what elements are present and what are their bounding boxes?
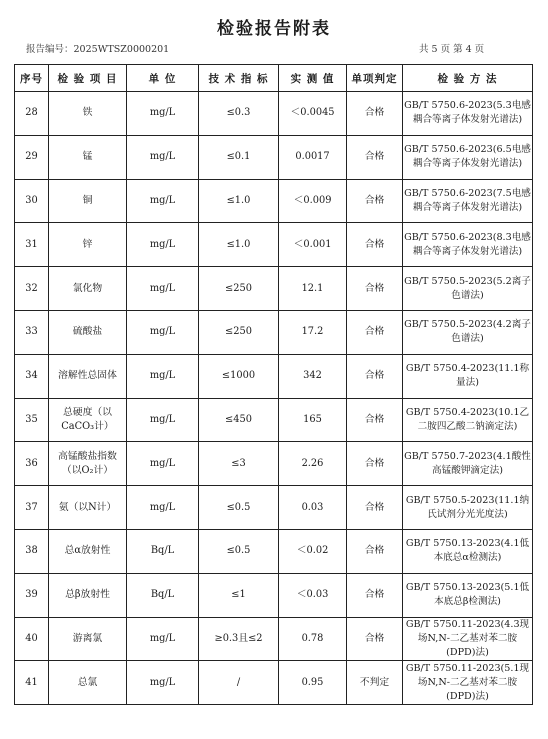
table-row: [15, 529, 533, 573]
header-unit: 单 位: [127, 65, 199, 92]
row-number: 40: [15, 617, 49, 661]
limit: /: [199, 661, 279, 705]
unit: Bq/L: [127, 529, 199, 573]
measured-value: ＜0.0045: [279, 92, 347, 136]
table-row: [15, 617, 533, 661]
results-table: [14, 64, 533, 705]
page-title: 检验报告附表: [217, 19, 331, 39]
judgement: 合格: [347, 617, 403, 661]
table-row: [15, 179, 533, 223]
test-method: GB/T 5750.5-2023(11.1纳氏试剂分光光度法): [403, 486, 533, 530]
judgement: 合格: [347, 529, 403, 573]
limit: ≤250: [199, 267, 279, 311]
item-name: 溶解性总固体: [49, 354, 127, 398]
page-indicator: 共 5 页 第 4 页: [419, 44, 485, 55]
limit: ≤3: [199, 442, 279, 486]
measured-value: 0.78: [279, 617, 347, 661]
table-row: [15, 223, 533, 267]
limit: ≤250: [199, 310, 279, 354]
measured-value: 2.26: [279, 442, 347, 486]
table-row: [15, 267, 533, 311]
judgement: 合格: [347, 486, 403, 530]
row-number: 35: [15, 398, 49, 442]
unit: mg/L: [127, 179, 199, 223]
item-name: 总β放射性: [49, 573, 127, 617]
item-name: 硫酸盐: [49, 310, 127, 354]
header-result: 单项判定: [347, 65, 403, 92]
unit: mg/L: [127, 354, 199, 398]
judgement: 合格: [347, 442, 403, 486]
row-number: 34: [15, 354, 49, 398]
unit: mg/L: [127, 486, 199, 530]
row-number: 39: [15, 573, 49, 617]
header-method: 检 验 方 法: [403, 65, 533, 92]
item-name: 游离氯: [49, 617, 127, 661]
unit: mg/L: [127, 267, 199, 311]
judgement: 合格: [347, 92, 403, 136]
row-number: 30: [15, 179, 49, 223]
row-number: 32: [15, 267, 49, 311]
measured-value: ＜0.001: [279, 223, 347, 267]
row-number: 36: [15, 442, 49, 486]
item-name: 总α放射性: [49, 529, 127, 573]
item-name: 总氯: [49, 661, 127, 705]
table-row: [15, 573, 533, 617]
report-number: [26, 41, 169, 55]
table-row: [15, 354, 533, 398]
test-method: GB/T 5750.11-2023(4.3现场N,N-二乙基对苯二胺(DPD)法): [403, 617, 533, 661]
unit: mg/L: [127, 310, 199, 354]
judgement: 合格: [347, 223, 403, 267]
row-number: 41: [15, 661, 49, 705]
judgement: 合格: [347, 135, 403, 179]
judgement: 不判定: [347, 661, 403, 705]
item-name: 锰: [49, 135, 127, 179]
test-method: GB/T 5750.5-2023(5.2离子色谱法): [403, 267, 533, 311]
limit: ≤0.3: [199, 92, 279, 136]
row-number: 33: [15, 310, 49, 354]
test-method: GB/T 5750.6-2023(7.5电感耦合等离子体发射光谱法): [403, 179, 533, 223]
limit: ≤0.1: [199, 135, 279, 179]
limit: ≤0.5: [199, 486, 279, 530]
measured-value: 17.2: [279, 310, 347, 354]
unit: mg/L: [127, 398, 199, 442]
test-method: GB/T 5750.6-2023(8.3电感耦合等离子体发射光谱法): [403, 223, 533, 267]
test-method: GB/T 5750.4-2023(11.1称量法): [403, 354, 533, 398]
test-method: GB/T 5750.13-2023(4.1低本底总α检测法): [403, 529, 533, 573]
judgement: 合格: [347, 310, 403, 354]
item-name: 氨（以N计）: [49, 486, 127, 530]
limit: ≤0.5: [199, 529, 279, 573]
judgement: 合格: [347, 573, 403, 617]
limit: ≤1: [199, 573, 279, 617]
limit: ≤1.0: [199, 179, 279, 223]
measured-value: 342: [279, 354, 347, 398]
row-number: 29: [15, 135, 49, 179]
item-name: 铜: [49, 179, 127, 223]
table-row: [15, 442, 533, 486]
header-limit: 技 术 指 标: [199, 65, 279, 92]
table-row: [15, 135, 533, 179]
limit: ≤450: [199, 398, 279, 442]
limit: ≤1000: [199, 354, 279, 398]
table-row: [15, 661, 533, 705]
item-name: 高锰酸盐指数（以O₂计）: [49, 442, 127, 486]
unit: mg/L: [127, 661, 199, 705]
measured-value: 165: [279, 398, 347, 442]
measured-value: 0.0017: [279, 135, 347, 179]
item-name: 氯化物: [49, 267, 127, 311]
table-row: [15, 486, 533, 530]
test-method: GB/T 5750.6-2023(6.5电感耦合等离子体发射光谱法): [403, 135, 533, 179]
item-name: 铁: [49, 92, 127, 136]
unit: mg/L: [127, 135, 199, 179]
limit: ≥0.3且≤2: [199, 617, 279, 661]
table-row: [15, 398, 533, 442]
judgement: 合格: [347, 267, 403, 311]
row-number: 31: [15, 223, 49, 267]
table-row: [15, 310, 533, 354]
unit: mg/L: [127, 442, 199, 486]
test-method: GB/T 5750.5-2023(4.2离子色谱法): [403, 310, 533, 354]
measured-value: ＜0.009: [279, 179, 347, 223]
test-method: GB/T 5750.6-2023(5.3电感耦合等离子体发射光谱法): [403, 92, 533, 136]
measured-value: ＜0.03: [279, 573, 347, 617]
test-method: GB/T 5750.7-2023(4.1酸性高锰酸钾滴定法): [403, 442, 533, 486]
measured-value: 0.03: [279, 486, 347, 530]
report-number-label: 报告编号：: [26, 44, 74, 55]
item-name: 总硬度（以CaCO₃计）: [49, 398, 127, 442]
test-method: GB/T 5750.4-2023(10.1乙二胺四乙酸二钠滴定法): [403, 398, 533, 442]
measured-value: 0.95: [279, 661, 347, 705]
test-method: GB/T 5750.11-2023(5.1现场N,N-二乙基对苯二胺(DPD)法): [403, 661, 533, 705]
header-item: 检 验 项 目: [49, 65, 127, 92]
measured-value: 12.1: [279, 267, 347, 311]
judgement: 合格: [347, 354, 403, 398]
header-value: 实 测 值: [279, 65, 347, 92]
test-method: GB/T 5750.13-2023(5.1低本底总β检测法): [403, 573, 533, 617]
table-body: [15, 92, 533, 705]
report-number-value: 2025WTSZ0000201: [73, 44, 170, 55]
judgement: 合格: [347, 179, 403, 223]
measured-value: ＜0.02: [279, 529, 347, 573]
limit: ≤1.0: [199, 223, 279, 267]
item-name: 锌: [49, 223, 127, 267]
row-number: 38: [15, 529, 49, 573]
row-number: 28: [15, 92, 49, 136]
table-row: [15, 92, 533, 136]
unit: mg/L: [127, 617, 199, 661]
unit: mg/L: [127, 223, 199, 267]
unit: mg/L: [127, 92, 199, 136]
table-header-row: [15, 65, 533, 92]
header-no: 序号: [15, 65, 49, 92]
row-number: 37: [15, 486, 49, 530]
unit: Bq/L: [127, 573, 199, 617]
judgement: 合格: [347, 398, 403, 442]
